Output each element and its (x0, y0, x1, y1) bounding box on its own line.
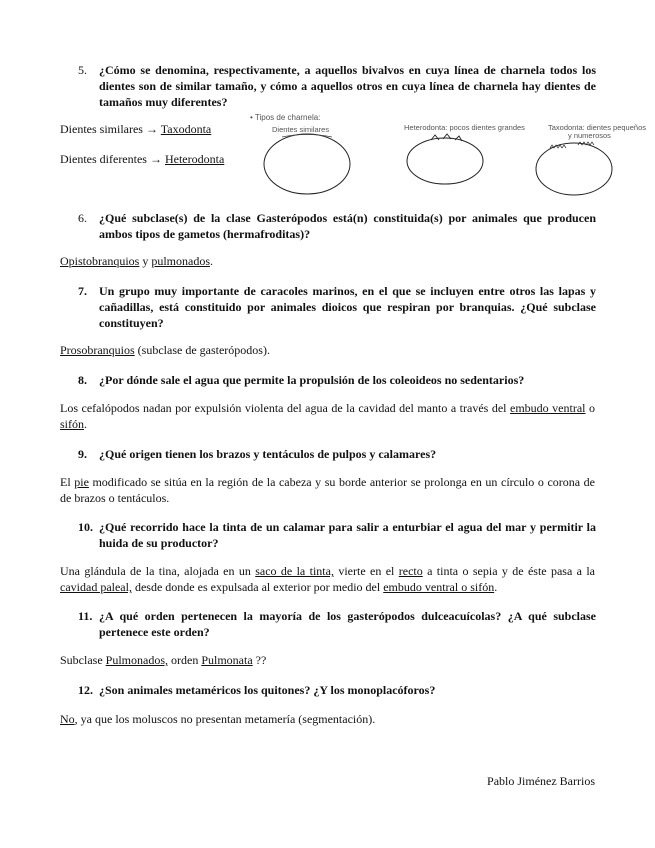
question-number: 9. (78, 447, 87, 461)
answer-term: No (60, 712, 75, 726)
answer-term: cavidad paleal, (60, 580, 132, 594)
figure-label-taxodonta: Taxodonta: dientes pequeños (548, 123, 646, 132)
answer-term: sifón (60, 417, 84, 431)
question-text: ¿Qué subclase(s) de la clase Gasterópodos está(n) constituida(s) por animales que producen ambos tipos de gametos (hermafroditas)? (99, 211, 596, 241)
question-7 (78, 283, 596, 331)
question-text: ¿Son animales metaméricos los quitones? ¿Y los monoplacóforos? (99, 683, 436, 697)
shell-taxodonta-illustration (534, 138, 614, 196)
question-number: 5. (78, 63, 87, 77)
figure-label-heterodonta: Heterodonta: pocos dientes grandes (404, 123, 525, 132)
question-text: ¿Cómo se denomina, respectivamente, a aquellos bivalvos en cuya línea de charnela todos los dientes son de similar tamaño, y cómo a aquellos otros en cuya línea de charnela hay dientes de tamaños muy diferentes? (99, 63, 596, 109)
answer-text: . (210, 254, 214, 268)
answer-term: recto (398, 564, 423, 578)
answer-text: ?? (252, 653, 267, 667)
question-11 (78, 608, 596, 640)
question-5 (78, 62, 596, 110)
answer-term: Opistobranquios (60, 254, 140, 268)
question-text: ¿Qué recorrido hace la tinta de un calamar para salir a enturbiar el agua del mar y permitir la huida de su productor? (99, 520, 596, 550)
answer-text: desde donde es expulsada al exterior por medio del (131, 580, 384, 594)
answer-text: . (84, 417, 87, 431)
answer-text: Dientes similares → (60, 122, 161, 136)
answer-text: (subclase de gasterópodos). (134, 343, 270, 357)
figure-title: • Tipos de charnela: (250, 113, 321, 122)
question-6 (78, 210, 596, 242)
answer-7 (60, 342, 270, 358)
answer-text: Subclase (60, 653, 106, 667)
answer-text: Una glándula de la tina, alojada en un (60, 564, 256, 578)
question-number: 10. (78, 520, 93, 534)
answer-text: a tinta o sepia y de éste pasa a la (422, 564, 596, 578)
answer-term: embudo ventral o sifón (383, 580, 495, 594)
answer-text: vierte en el (333, 564, 399, 578)
answer-term: Prosobranquios (60, 343, 135, 357)
question-text: ¿Qué origen tienen los brazos y tentáculos de pulpos y calamares? (99, 447, 437, 461)
answer-term: Pulmonata (201, 653, 253, 667)
answer-5-line-1 (60, 121, 211, 137)
answer-11 (60, 652, 266, 668)
answer-text: Los cefalópodos nadan por expulsión violenta del agua de la cavidad del manto a través del (60, 401, 510, 415)
question-number: 12. (78, 683, 93, 697)
answer-8 (60, 400, 595, 432)
question-number: 7. (78, 284, 87, 298)
question-text: ¿A qué orden pertenecen la mayoría de los gasterópodos dulceacuícolas? ¿A qué subclase pertenece este orden? (99, 609, 596, 639)
answer-text: . (494, 580, 498, 594)
answer-9 (60, 474, 595, 506)
answer-term: pie (74, 475, 89, 489)
answer-text: y (139, 254, 152, 268)
answer-text: El (60, 475, 75, 489)
shell-heterodonta-illustration (405, 132, 485, 186)
answer-term: pulmonados (151, 254, 211, 268)
answer-text: orden (168, 653, 202, 667)
answer-text: modificado se sitúa en la región de la cabeza y su borde anterior se prolonga en un círculo o corona de de brazos o tentáculos. (60, 475, 595, 505)
question-number: 8. (78, 373, 87, 387)
answer-text: Dientes diferentes → (60, 152, 165, 166)
answer-text: , ya que los moluscos no presentan metamería (segmentación). (74, 712, 376, 726)
answer-term: Heterodonta (164, 152, 225, 166)
question-8 (78, 372, 596, 388)
answer-term: saco de la tinta, (255, 564, 334, 578)
figure-label-similar: Dientes similares (272, 125, 330, 134)
author-signature: Pablo Jiménez Barrios (487, 774, 595, 788)
answer-term: Pulmonados, (105, 653, 168, 667)
question-text: ¿Por dónde sale el agua que permite la propulsión de los coleoideos no sedentarios? (99, 373, 525, 387)
answer-10 (60, 563, 595, 595)
question-number: 6. (78, 211, 87, 225)
answer-term: Taxodonta (160, 122, 212, 136)
figure-label-taxodonta-2: y numerosos (568, 131, 611, 140)
answer-term: embudo ventral (510, 401, 586, 415)
question-9 (78, 446, 596, 462)
answer-5-line-2 (60, 151, 224, 167)
shell-similar-teeth-illustration (262, 130, 352, 196)
answer-6 (60, 253, 213, 269)
question-10 (78, 519, 596, 551)
question-text: Un grupo muy importante de caracoles marinos, en el que se incluyen entre otros las lapas y cañadillas, está constituido por animales dioicos que respiran por branquias. ¿Qué subclase constituyen? (99, 284, 596, 330)
question-number: 11. (78, 609, 93, 623)
question-12 (78, 682, 596, 698)
answer-text: o (585, 401, 596, 415)
answer-12 (60, 711, 375, 727)
